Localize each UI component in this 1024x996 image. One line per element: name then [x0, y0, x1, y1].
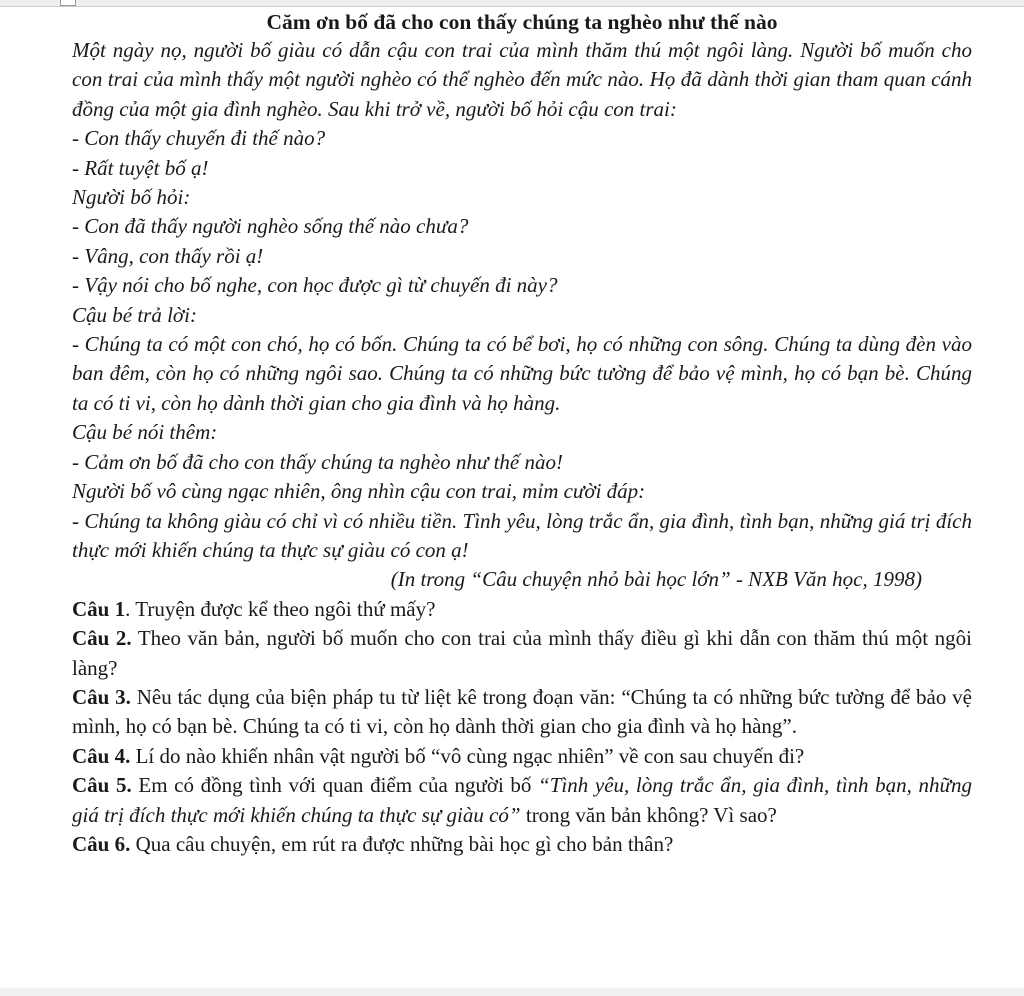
question-3 — [72, 683, 972, 742]
question-text: Em có đồng tình với quan điểm của người bố — [138, 773, 539, 798]
question-6 — [72, 830, 972, 859]
question-4 — [72, 742, 972, 771]
question-text: Lí do nào khiến nhân vật người bố “vô cùng ngạc nhiên” về con sau chuyến đi? — [135, 743, 805, 768]
question-label: Câu 2. — [72, 626, 132, 651]
dialogue-line: - Rất tuyệt bố ạ! — [72, 155, 209, 180]
dialogue-line: - Vậy nói cho bố nghe, con học được gì từ chuyến đi này? — [72, 273, 558, 298]
dialogue-line: - Cảm ơn bố đã cho con thấy chúng ta nghèo như thế nào! — [72, 449, 563, 474]
document-page — [72, 8, 972, 859]
question-label: Câu 5. — [72, 773, 132, 798]
dialogue-paragraph: - Chúng ta có một con chó, họ có bốn. Chúng ta có bể bơi, họ có những con sông. Chúng ta dùng đèn vào ban đêm, còn họ có những ngôi sao. Chúng ta có những bức tường để bảo vệ mình, họ có bạn bè. Chúng ta có ti vi, còn họ dành thời gian cho gia đình và họ hàng. — [72, 332, 972, 415]
question-list — [72, 595, 972, 860]
narration-line: Cậu bé nói thêm: — [72, 420, 218, 445]
question-label: Câu 6. — [72, 831, 131, 856]
dialogue-line: - Vâng, con thấy rồi ạ! — [72, 243, 264, 268]
question-text: Qua câu chuyện, em rút ra được những bài học gì cho bản thân? — [135, 831, 674, 856]
window-bottom-edge — [0, 988, 1024, 996]
narration-line: Người bố vô cùng ngạc nhiên, ông nhìn cậu con trai, mỉm cười đáp: — [72, 479, 646, 504]
question-1: Câu 1. Truyện được kể theo ngôi thứ mấy? — [72, 596, 436, 621]
dialogue-line: - Con đã thấy người nghèo sống thế nào chưa? — [72, 214, 469, 239]
story-paragraph: Một ngày nọ, người bố giàu có dẫn cậu con trai của mình thăm thú một ngôi làng. Người bố muốn cho con trai của mình thấy một người nghèo có thể nghèo đến mức nào. Họ đã dành thời gian tham quan cánh đồng của một gia đình nghèo. Sau khi trở về, người bố hỏi cậu con trai: — [72, 38, 972, 121]
question-text: Nêu tác dụng của biện pháp tu từ liệt kê trong đoạn văn: “Chúng ta có những bức tường để bảo vệ mình, họ có bạn bè. Chúng ta có ti vi, còn họ dành thời gian cho gia đình và họ hàng”. — [72, 684, 972, 739]
question-text: trong văn bản không? Vì sao? — [520, 802, 777, 827]
document-title: Căm ơn bố đã cho con thấy chúng ta nghèo như thế nào — [266, 10, 778, 34]
question-label: Câu 3. — [72, 684, 131, 709]
source-citation: (In trong “Câu chuyện nhỏ bài học lớn” - NXB Văn học, 1998) — [390, 567, 922, 592]
question-2 — [72, 624, 972, 683]
question-text: Theo văn bản, người bố muốn cho con trai của mình thấy điều gì khi dẫn con thăm thú một ngôi làng? — [72, 626, 972, 680]
question-text: Truyện được kể theo ngôi thứ mấy? — [135, 596, 436, 621]
window-top-edge — [0, 0, 1024, 7]
question-label: Câu 4. — [72, 743, 131, 768]
question-5 — [72, 771, 972, 830]
ruler-marker — [60, 0, 76, 6]
question-label: Câu 1 — [72, 596, 126, 621]
dialogue-paragraph: - Chúng ta không giàu có chỉ vì có nhiều tiền. Tình yêu, lòng trắc ẩn, gia đình, tình bạn, những giá trị đích thực mới khiến chúng ta thực sự giàu có con ạ! — [72, 508, 972, 562]
narration-line: Người bố hỏi: — [72, 185, 191, 210]
story-text — [72, 36, 972, 565]
question-quote: “Tình yêu, lòng trắc ẩn, gia đình, tình bạn, những giá trị đích thực mới khiến chúng ta thực sự giàu có” — [72, 773, 973, 827]
dialogue-line: - Con thấy chuyến đi thế nào? — [72, 126, 326, 151]
narration-line: Cậu bé trả lời: — [72, 302, 197, 327]
